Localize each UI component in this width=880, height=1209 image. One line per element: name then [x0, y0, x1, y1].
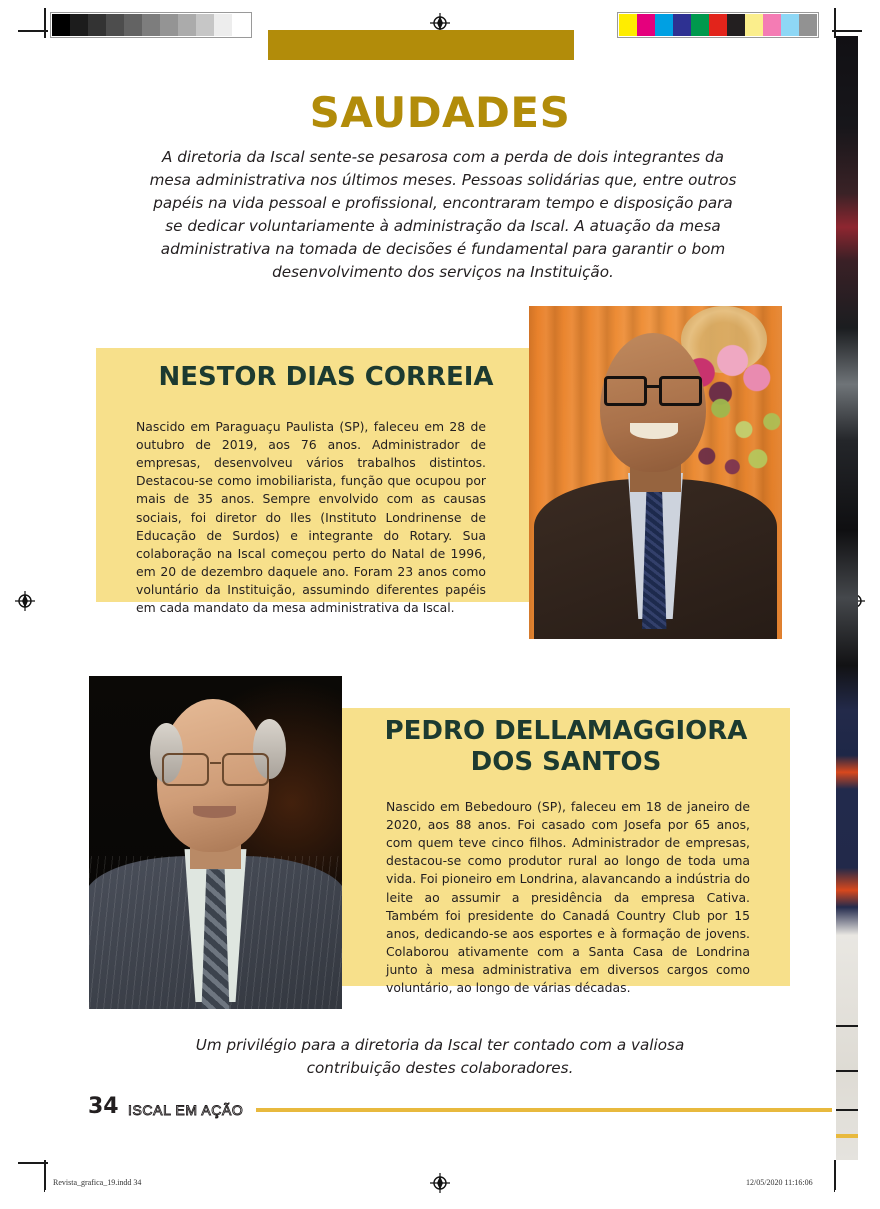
profile-photo [89, 676, 342, 1009]
grayscale-swatch-8 [196, 14, 214, 36]
page-number: 34 [88, 1094, 119, 1119]
color-swatch-10 [799, 14, 817, 36]
facing-page-bleed-strip [836, 36, 858, 1160]
bleed-mark-3 [836, 1109, 858, 1111]
top-gold-banner [268, 30, 574, 60]
grayscale-swatch-4 [124, 14, 142, 36]
photo-subject-glasses [160, 753, 271, 786]
grayscale-calibration-strip [50, 12, 252, 38]
slug-divider-left [44, 1170, 45, 1192]
photo-subject-glasses [600, 376, 706, 406]
color-swatch-9 [781, 14, 799, 36]
slug-divider-right [834, 1170, 835, 1192]
grayscale-swatch-5 [142, 14, 160, 36]
profile-body-text: Nascido em Bebedouro (SP), faleceu em 18 de janeiro de 2020, aos 88 anos. Foi casado com Josefa por 65 anos, com quem teve cinco filhos. Administrador de empresas, destacou-se como produtor rural ao longo de toda uma vida. Foi pioneiro em Londrina, alavancando a indústria do leite ao assumir a presidência da empresa Cativa. Também foi presidente do Canadá Country Club por 15 anos, dedicando-se aos esportes e à formação de jovens. Colaborou ativamente com a Santa Casa de Londrina junto à mesa administrativa em diversos cargos como voluntário, ao longo de várias décadas. [386, 799, 750, 996]
slug-filename: Revista_grafica_19.indd 34 [53, 1178, 142, 1187]
bleed-gold-rule [836, 1134, 858, 1138]
color-swatch-4 [691, 14, 709, 36]
crop-mark-tl-v [44, 8, 46, 38]
grayscale-swatch-6 [160, 14, 178, 36]
glasses-lens-right [659, 376, 702, 406]
bleed-mark-1 [836, 1025, 858, 1027]
page-footer [0, 1096, 880, 1126]
grayscale-swatch-10 [232, 14, 250, 36]
registration-mark-bottom [429, 1172, 451, 1194]
grayscale-swatch-1 [70, 14, 88, 36]
glasses-lens-left [162, 753, 209, 786]
grayscale-swatch-7 [178, 14, 196, 36]
closing-note: Um privilégio para a diretoria da Iscal ter contado com a valiosa contribuição destes colaboradores. [195, 1036, 685, 1077]
color-swatch-8 [763, 14, 781, 36]
color-swatch-7 [745, 14, 763, 36]
color-swatch-6 [727, 14, 745, 36]
glasses-bridge [647, 385, 660, 388]
profile-name-line-1: PEDRO DELLAMAGGIORA [384, 716, 748, 746]
color-swatch-2 [655, 14, 673, 36]
grayscale-swatch-9 [214, 14, 232, 36]
glasses-lens-left [604, 376, 647, 406]
grayscale-swatch-2 [88, 14, 106, 36]
photo-subject-mouth [193, 806, 236, 818]
profile-body-text: Nascido em Paraguaçu Paulista (SP), faleceu em 28 de outubro de 2019, aos 76 anos. Administrador de empresas, desenvolveu vários trabalhos distintos. Destacou-se como imobiliarista, função que ocupou por mais de 35 anos. Sempre envolvido com as causas sociais, foi diretor do Iles (Instituto Londrinense de Educação de Surdos) e integrante do Rotary. Sua colaboração na Iscal começou perto do Natal de 1996, em 20 de dezembro daquele ano. Foram 23 anos como voluntário da Instituição, assumindo diferentes papéis em cada mandato da mesa administrativa da Iscal. [136, 419, 486, 616]
profile-photo [529, 306, 782, 639]
footer-rule [256, 1108, 832, 1112]
glasses-lens-right [222, 753, 269, 786]
grayscale-swatch-3 [106, 14, 124, 36]
profile-name [342, 716, 790, 777]
intro-paragraph: A diretoria da Iscal sente-se pesarosa com a perda de dois integrantes da mesa administrativa nos últimos meses. Pessoas solidárias que, entre outros papéis na vida pessoal e profissional, encontraram tempo e disposição para se dedicar voluntariamente à administração da Iscal. A atuação da mesa administrativa na tomada de decisões é fundamental para garantir o bom desenvolvimento dos serviços na Instituição. [149, 148, 737, 282]
crop-mark-tr-h [832, 30, 862, 32]
slug-timestamp: 12/05/2020 11:16:06 [746, 1178, 813, 1187]
crop-mark-tr-v [834, 8, 836, 38]
glasses-bridge [210, 762, 221, 765]
page-title: SAUDADES [309, 88, 571, 137]
color-swatch-3 [673, 14, 691, 36]
grayscale-swatch-0 [52, 14, 70, 36]
color-swatch-0 [619, 14, 637, 36]
color-swatch-5 [709, 14, 727, 36]
color-swatch-1 [637, 14, 655, 36]
registration-mark-left [14, 590, 36, 612]
bleed-mark-2 [836, 1070, 858, 1072]
color-calibration-strip [617, 12, 819, 38]
profile-name-line-2: DOS SANTOS [470, 746, 662, 777]
publication-name: ISCAL EM AÇÃO [128, 1102, 244, 1118]
profile-name: NESTOR DIAS CORREIA [158, 362, 494, 392]
